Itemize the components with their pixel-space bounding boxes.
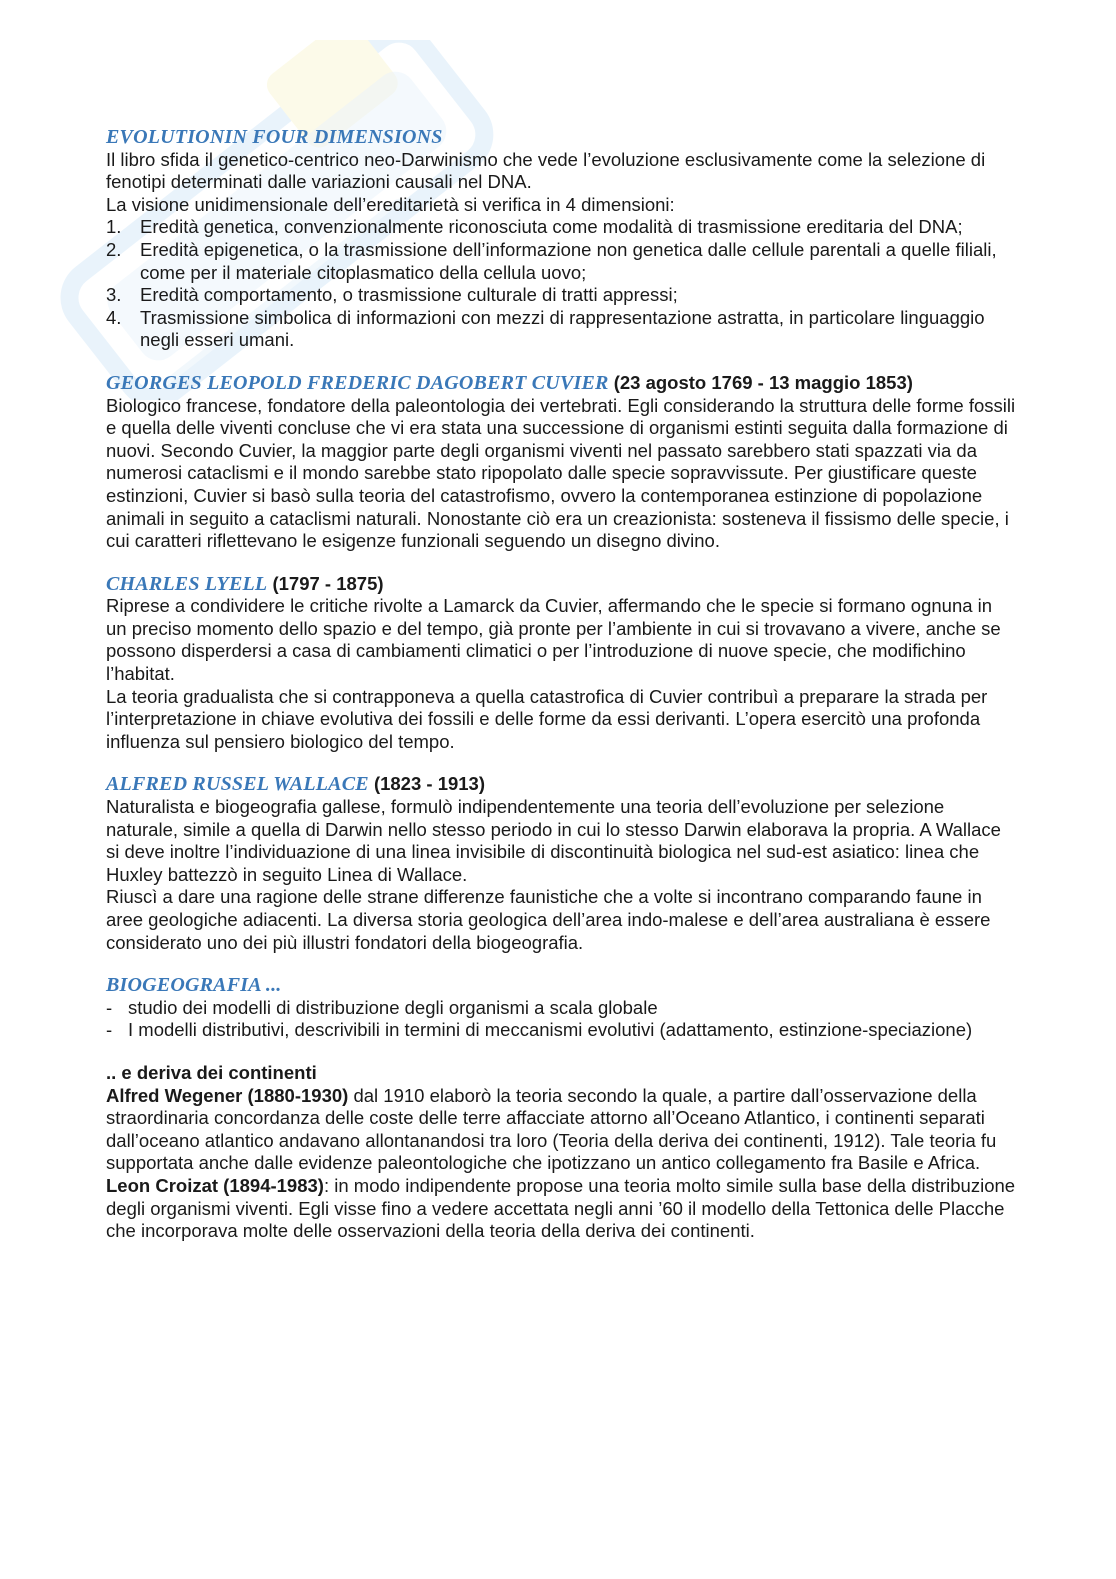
- paragraph: Il libro sfida il genetico-centrico neo-Darwinismo che vede l’evoluzione esclusivamente come la selezione di fenotipi determinati dalle variazioni causali nel DNA.: [106, 148, 986, 193]
- list-number: 2.: [106, 238, 122, 260]
- section-heading: BIOGEOGRAFIA ...: [106, 974, 282, 997]
- person-name: Leon Croizat (1894-1983): [106, 1174, 324, 1196]
- list-item-text: Eredità comportamento, o trasmissione culturale di tratti appressi;: [140, 284, 678, 306]
- heading-dates: (1823 - 1913): [373, 773, 486, 795]
- paragraph: Riprese a condividere le critiche rivolte a Lamarck da Cuvier, affermando che le specie si formano ognuna in un preciso momento dello spazio e del tempo, già pronte per l’ambiente in cui si trovavano a vivere, anche se possono disperdersi a casa di cambiamenti climatici o per l’introduzione di nuove specie, che modifichino l’habitat.: [106, 595, 1001, 685]
- section-deriva: [106, 1062, 1016, 1243]
- paragraph-text: : in modo indipendente propose una teoria molto simile sulla base della distribuzione degli organismi viventi. Egli visse fino a vedere accettata negli anni ’60 il modello della Tettonica delle Placche che incorporava molte delle osservazioni della teoria della deriva dei continenti.: [106, 1174, 1016, 1242]
- section-wallace: [106, 773, 1016, 954]
- list-dash: -: [106, 1019, 113, 1041]
- paragraph: Naturalista e biogeografia gallese, formulò indipendentemente una teoria dell’evoluzione per selezione naturale, simile a quella di Darwin nello stesso periodo in cui lo stesso Darwin elaborava la propria. A Wallace si deve inoltre l’individuazione di una linea invisibile di discontinuità biologica nel sud-est asiatico: linea che Huxley battezzò in seguito Linea di Wallace.: [106, 796, 1001, 885]
- paragraph: [106, 1175, 1016, 1243]
- paragraph: La visione unidimensionale dell’ereditarietà si verifica in 4 dimensioni:: [106, 193, 675, 215]
- paragraph: Riuscì a dare una ragione delle strane differenze faunistiche che a volte si incontrano comparando faune in aree geologiche adiacenti. La diversa storia geologica dell’area indo-malese e dell’area australiana è essere considerato uno dei più illustri fondatori della biogeografia.: [106, 886, 991, 953]
- person-name: Alfred Wegener (1880-1930): [106, 1084, 349, 1106]
- heading-row: [106, 372, 1016, 395]
- paragraph-text: dal 1910 elaborò la teoria secondo la quale, a partire dall’osservazione della straordinaria concordanza delle coste delle terre affacciate attorno all’Oceano Atlantico, i continenti separati dall’oceano atlantico andavano allontanandosi tra loro (Teoria della deriva dei continenti, 1912). Tale teoria fu supportata anche dalle evidenze paleontologiche che ipotizzano un antico collegamento fra Basile e Africa.: [106, 1084, 997, 1174]
- paragraph: Biologico francese, fondatore della paleontologia dei vertebrati. Egli considerando la struttura delle forme fossili e quella delle viventi concluse che vi era stata una successione di organismi estinti seguita dalla formazione di nuovi. Secondo Cuvier, la maggior parte degli organismi viventi nel passato sarebbero stati spazzati via da numerosi cataclismi e il mondo sarebbe stato ripopolato dalle specie sopravvissute. Per giustificare queste estinzioni, Cuvier si basò sulla teoria del catastrofismo, ovvero la contemporanea estinzione di popolazione animali in seguito a cataclismi naturali. Nonostante ciò era un creazionista: sosteneva il fissismo delle specie, i cui caratteri riflettevano le esigenze funzionali seguendo un disegno divino.: [106, 394, 1016, 552]
- list-item-text: studio dei modelli di distribuzione degli organismi a scala globale: [128, 996, 658, 1018]
- section-heading: EVOLUTIONIN FOUR DIMENSIONS: [106, 126, 443, 148]
- section-heading: GEORGES LEOPOLD FREDERIC DAGOBERT CUVIER: [106, 371, 609, 394]
- list-item: [106, 1019, 1016, 1042]
- section-heading: CHARLES LYELL: [106, 572, 268, 595]
- list-item: [106, 284, 1016, 307]
- section-biogeografia: [106, 974, 1016, 1042]
- list-dash: -: [106, 996, 113, 1018]
- list-item-text: Trasmissione simbolica di informazioni con mezzi di rappresentazione astratta, in particolare linguaggio negli esseri umani.: [140, 306, 985, 351]
- dash-list: [106, 997, 1016, 1042]
- list-number: 3.: [106, 284, 122, 306]
- list-item-text: Eredità genetica, convenzionalmente riconosciuta come modalità di trasmissione ereditaria del DNA;: [140, 216, 963, 238]
- heading-row: [106, 773, 1016, 796]
- paragraph: [106, 1085, 1016, 1175]
- list-number: 4.: [106, 306, 122, 328]
- list-item: [106, 216, 1016, 239]
- list-item-text: I modelli distributivi, descrivibili in termini di meccanismi evolutivi (adattamento, estinzione-speciazione): [128, 1019, 973, 1041]
- numbered-list: [106, 216, 1016, 352]
- section-heading: ALFRED RUSSEL WALLACE: [106, 773, 369, 796]
- list-item: [106, 239, 1016, 284]
- paragraph: La teoria gradualista che si contrapponeva a quella catastrofica di Cuvier contribuì a preparare la strada per l’interpretazione in chiave evolutiva dei fossili e delle forme da essi derivanti. L’opera esercitò una profonda influenza sul pensiero biologico del tempo.: [106, 685, 988, 752]
- section-evolution: [106, 126, 1016, 352]
- heading-dates: (23 agosto 1769 - 13 maggio 1853): [613, 371, 913, 393]
- section-lyell: [106, 573, 1016, 754]
- list-item: [106, 997, 1016, 1020]
- list-item-text: Eredità epigenetica, o la trasmissione dell’informazione non genetica dalle cellule parentali a quelle filiali, come per il materiale citoplasmatico della cellula uovo;: [140, 238, 997, 283]
- list-item: [106, 307, 1016, 352]
- heading-dates: (1797 - 1875): [272, 572, 384, 594]
- section-cuvier: [106, 372, 1016, 553]
- document-page: [106, 126, 1016, 1263]
- heading-row: [106, 573, 1016, 596]
- list-number: 1.: [106, 216, 122, 238]
- subsection-heading: .. e deriva dei continenti: [106, 1061, 317, 1083]
